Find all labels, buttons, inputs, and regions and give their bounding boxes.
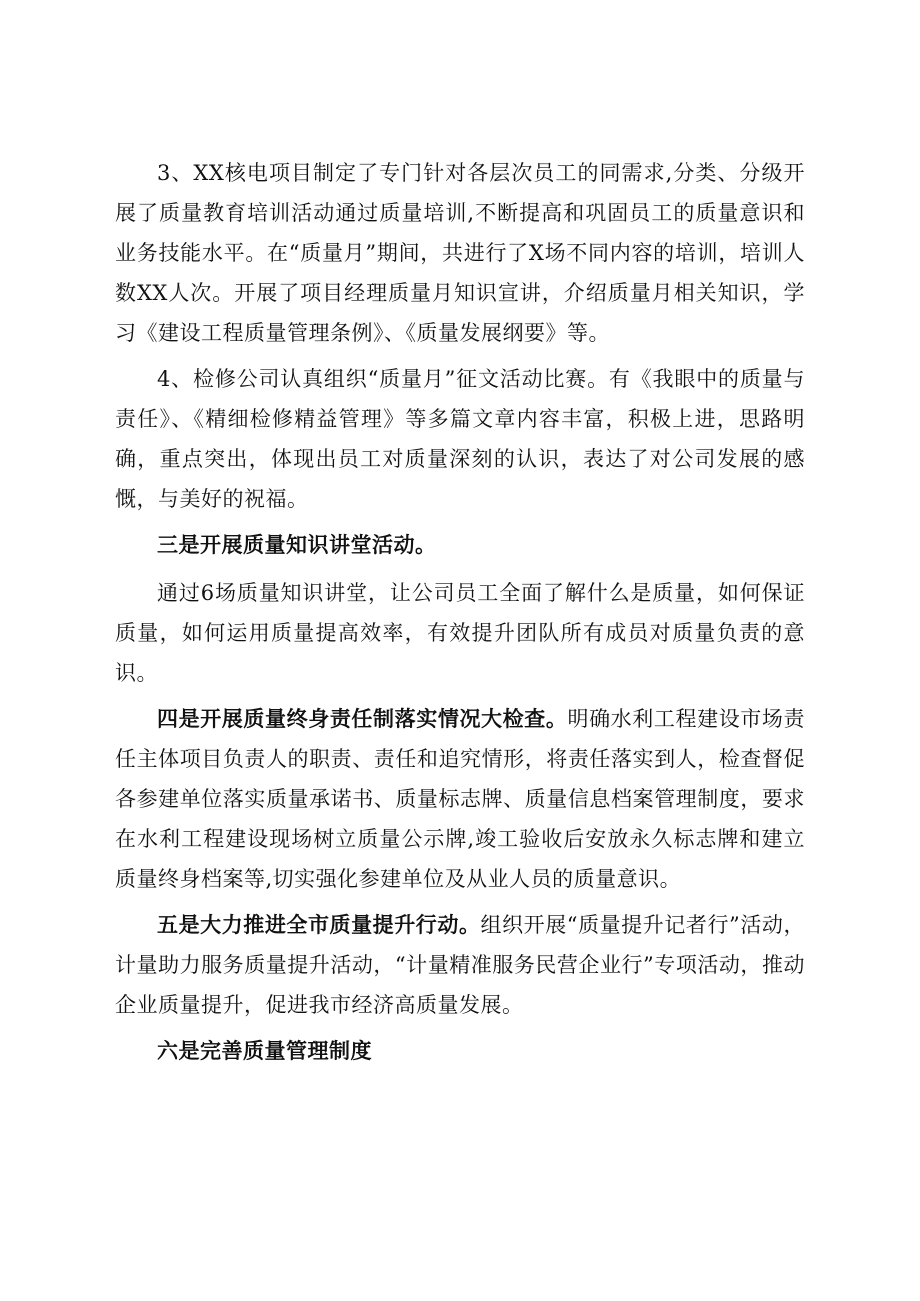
document-body xyxy=(115,153,805,1077)
section-heading-5: 五是大力推进全市质量提升行动。 xyxy=(157,912,481,937)
paragraph-lecture: 通过6场质量知识讲堂，让公司员工全面了解什么是质量，如何保证质量，如何运用质量提高效率，有效提升团队所有成员对质量负责的意识。 xyxy=(115,581,805,685)
paragraph-item-3: 3、XX核电项目制定了专门针对各层次员工的同需求,分类、分级开展了质量教育培训活动通过质量培训,不断提高和巩固员工的质量意识和业务技能水平。在“质量月”期间，共进行了X场不同内容的培训，培训人数XX人次。开展了项目经理质量月知识宣讲，介绍质量月相关知识，学习《建设工程质量管理条例》、《质量发展纲要》等。 xyxy=(115,161,805,345)
section-heading-6: 六是完善质量管理制度 xyxy=(157,1038,372,1063)
paragraph-section-5 xyxy=(115,905,805,1025)
section-heading-3: 三是开展质量知识讲堂活动。 xyxy=(157,532,437,557)
section-heading-4: 四是开展质量终身责任制落实情况大检查。 xyxy=(157,706,568,731)
paragraph-item-4: 4、检修公司认真组织“质量月”征文活动比赛。有《我眼中的质量与责任》、《精细检修精益管理》等多篇文章内容丰富，积极上进，思路明确，重点突出，体现出员工对质量深刻的认识，表达了对公司发展的感慨，与美好的祝福。 xyxy=(115,367,805,511)
section-body-5: 组织开展“质量提升记者行”活动，计量助力服务质量提升活动，“计量精准服务民营企业行”专项活动，推动企业质量提升，促进我市经济高质量发展。 xyxy=(115,913,805,1017)
paragraph-section-4 xyxy=(115,699,805,899)
section-body-4: 明确水利工程建设市场责任主体项目负责人的职责、责任和追究情形，将责任落实到人，检查督促各参建单位落实质量承诺书、质量标志牌、质量信息档案管理制度，要求在水利工程建设现场树立质量公示牌,竣工验收后安放永久标志牌和建立质量终身档案等,切实强化参建单位及从业人员的质量意识。 xyxy=(115,707,806,891)
